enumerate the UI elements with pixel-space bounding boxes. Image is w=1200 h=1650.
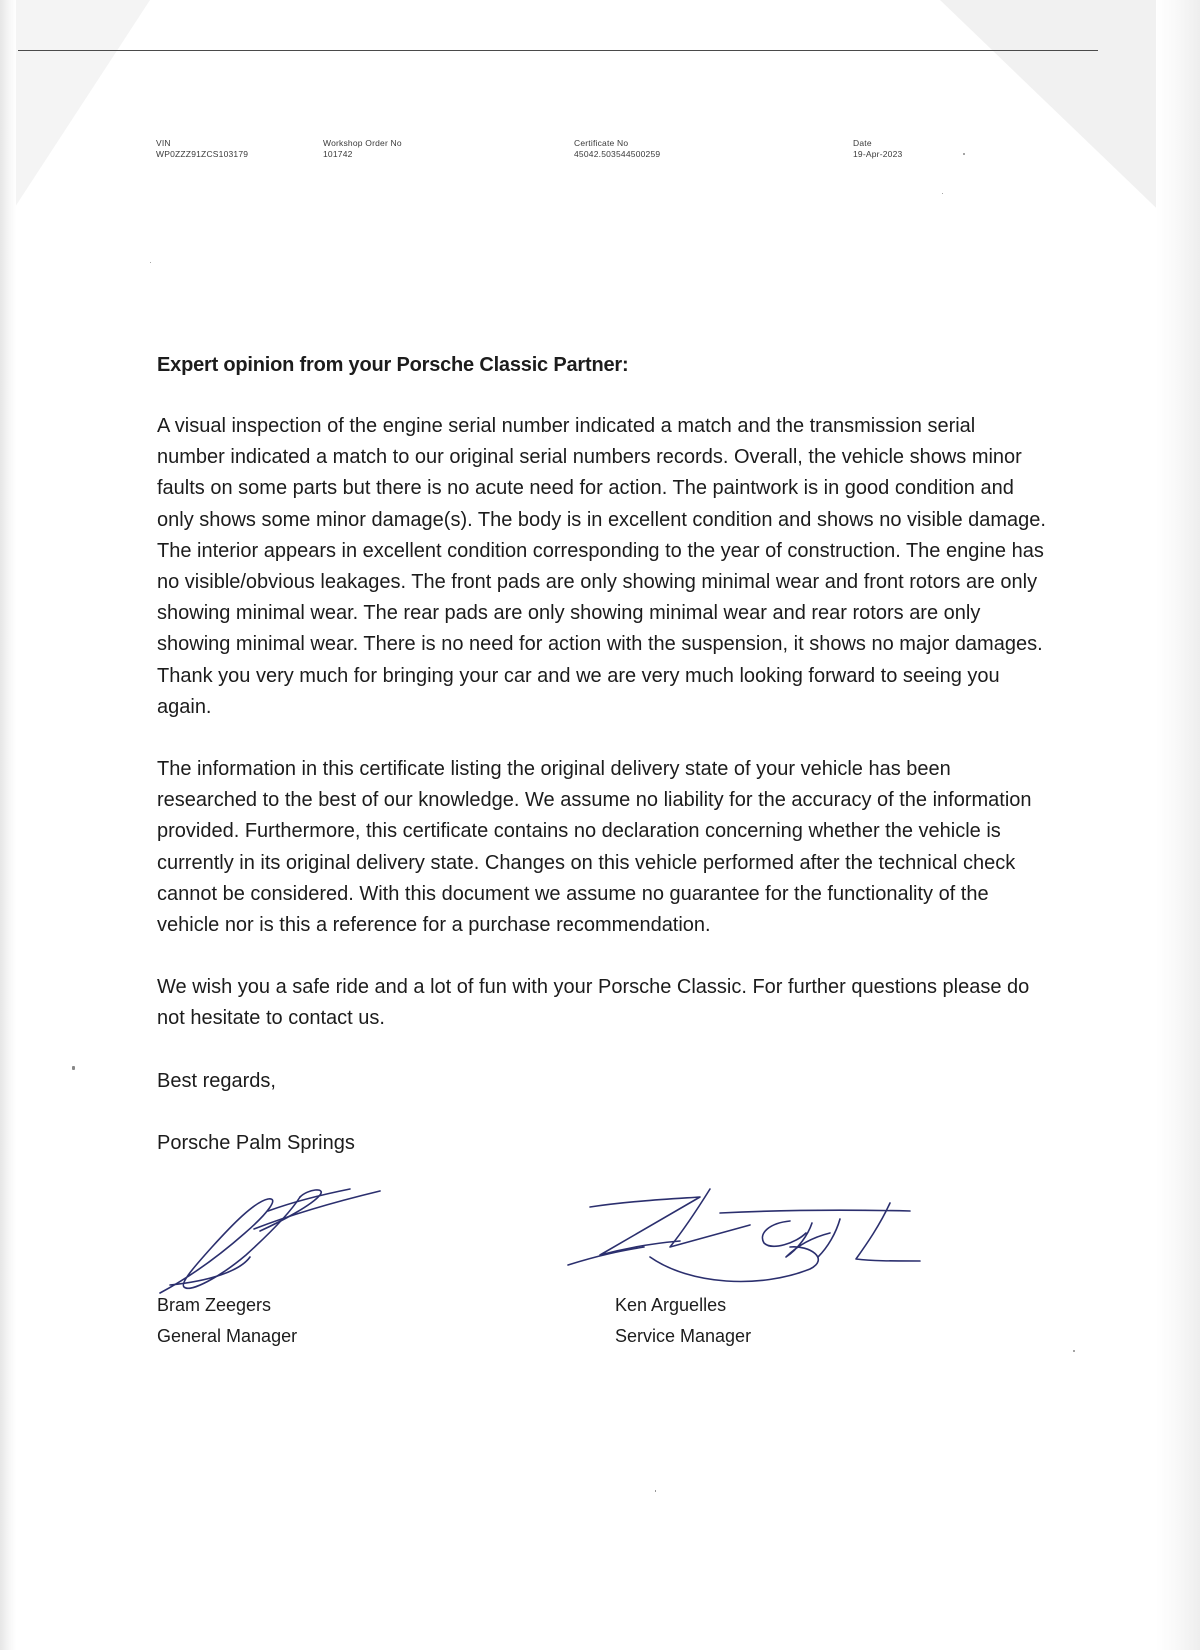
signatory-right bbox=[615, 1290, 751, 1352]
vin-value: WP0ZZZ91ZCS103179 bbox=[156, 149, 249, 159]
certificate-label: Certificate No bbox=[574, 138, 629, 148]
signatory-left bbox=[157, 1290, 297, 1352]
signature-left bbox=[150, 1185, 390, 1305]
scan-edge-right bbox=[1156, 0, 1200, 1650]
vin-field bbox=[156, 138, 248, 160]
scan-edge-left bbox=[0, 0, 16, 1650]
workshop-order-value: 101742 bbox=[323, 149, 353, 159]
scan-speck bbox=[150, 262, 151, 263]
scan-speck bbox=[655, 1490, 656, 1492]
signatory-title: Service Manager bbox=[615, 1326, 752, 1346]
date-field bbox=[853, 138, 902, 160]
workshop-order-field bbox=[323, 138, 402, 160]
certificate-body bbox=[157, 350, 1047, 1190]
scan-speck bbox=[1073, 1350, 1075, 1352]
inspection-paragraph: A visual inspection of the engine serial number indicated a match and the transmission serial number indicated a match to our original serial numbers records. Overall, the vehicle shows minor faults on some parts but there is no acute need for action. The paintwork is in good condition and only shows some minor damage(s). The body is in excellent condition and shows no visible damage. The interior appears in excellent condition corresponding to the year of construction. The engine has no visible/obvious leakages. The front pads are only showing minimal wear and front rotors are only showing minimal wear. The rear pads are only showing minimal wear and rear rotors are only showing minimal wear. There is no need for action with the suspension, it shows no major damages. Thank you very much for bringing your car and we are very much looking forward to seeing you again. bbox=[157, 415, 1046, 718]
signature-right bbox=[560, 1185, 950, 1305]
farewell-paragraph: We wish you a safe ride and a lot of fun with your Porsche Classic. For further questions please do not hesitate to contact us. bbox=[157, 976, 1030, 1030]
closing-regards: Best regards, bbox=[157, 1069, 276, 1092]
certificate-value: 45042.503544500259 bbox=[574, 149, 661, 159]
signatory-name: Bram Zeegers bbox=[157, 1295, 272, 1315]
signatory-title: General Manager bbox=[157, 1326, 298, 1346]
scan-speck bbox=[942, 193, 943, 194]
signatory-name: Ken Arguelles bbox=[615, 1295, 727, 1315]
date-label: Date bbox=[853, 138, 872, 148]
header-rule bbox=[18, 50, 1098, 51]
page-title: Expert opinion from your Porsche Classic Partner: bbox=[157, 354, 629, 376]
scan-speck bbox=[963, 153, 965, 155]
scan-speck bbox=[72, 1066, 75, 1070]
vin-label: VIN bbox=[156, 138, 171, 148]
scan-shadow-top-left bbox=[0, 0, 150, 230]
disclaimer-paragraph: The information in this certificate listing the original delivery state of your vehicle has been researched to the best of our knowledge. We assume no liability for the accuracy of the information provided. Furthermore, this certificate contains no declaration concerning whether the vehicle is currently in its original delivery state. Changes on this vehicle performed after the technical check cannot be considered. With this document we assume no guarantee for the functionality of the vehicle nor is this a reference for a purchase recommendation. bbox=[157, 758, 1032, 937]
company-name: Porsche Palm Springs bbox=[157, 1131, 355, 1154]
date-value: 19-Apr-2023 bbox=[853, 149, 903, 159]
workshop-order-label: Workshop Order No bbox=[323, 138, 402, 148]
certificate-field bbox=[574, 138, 660, 160]
